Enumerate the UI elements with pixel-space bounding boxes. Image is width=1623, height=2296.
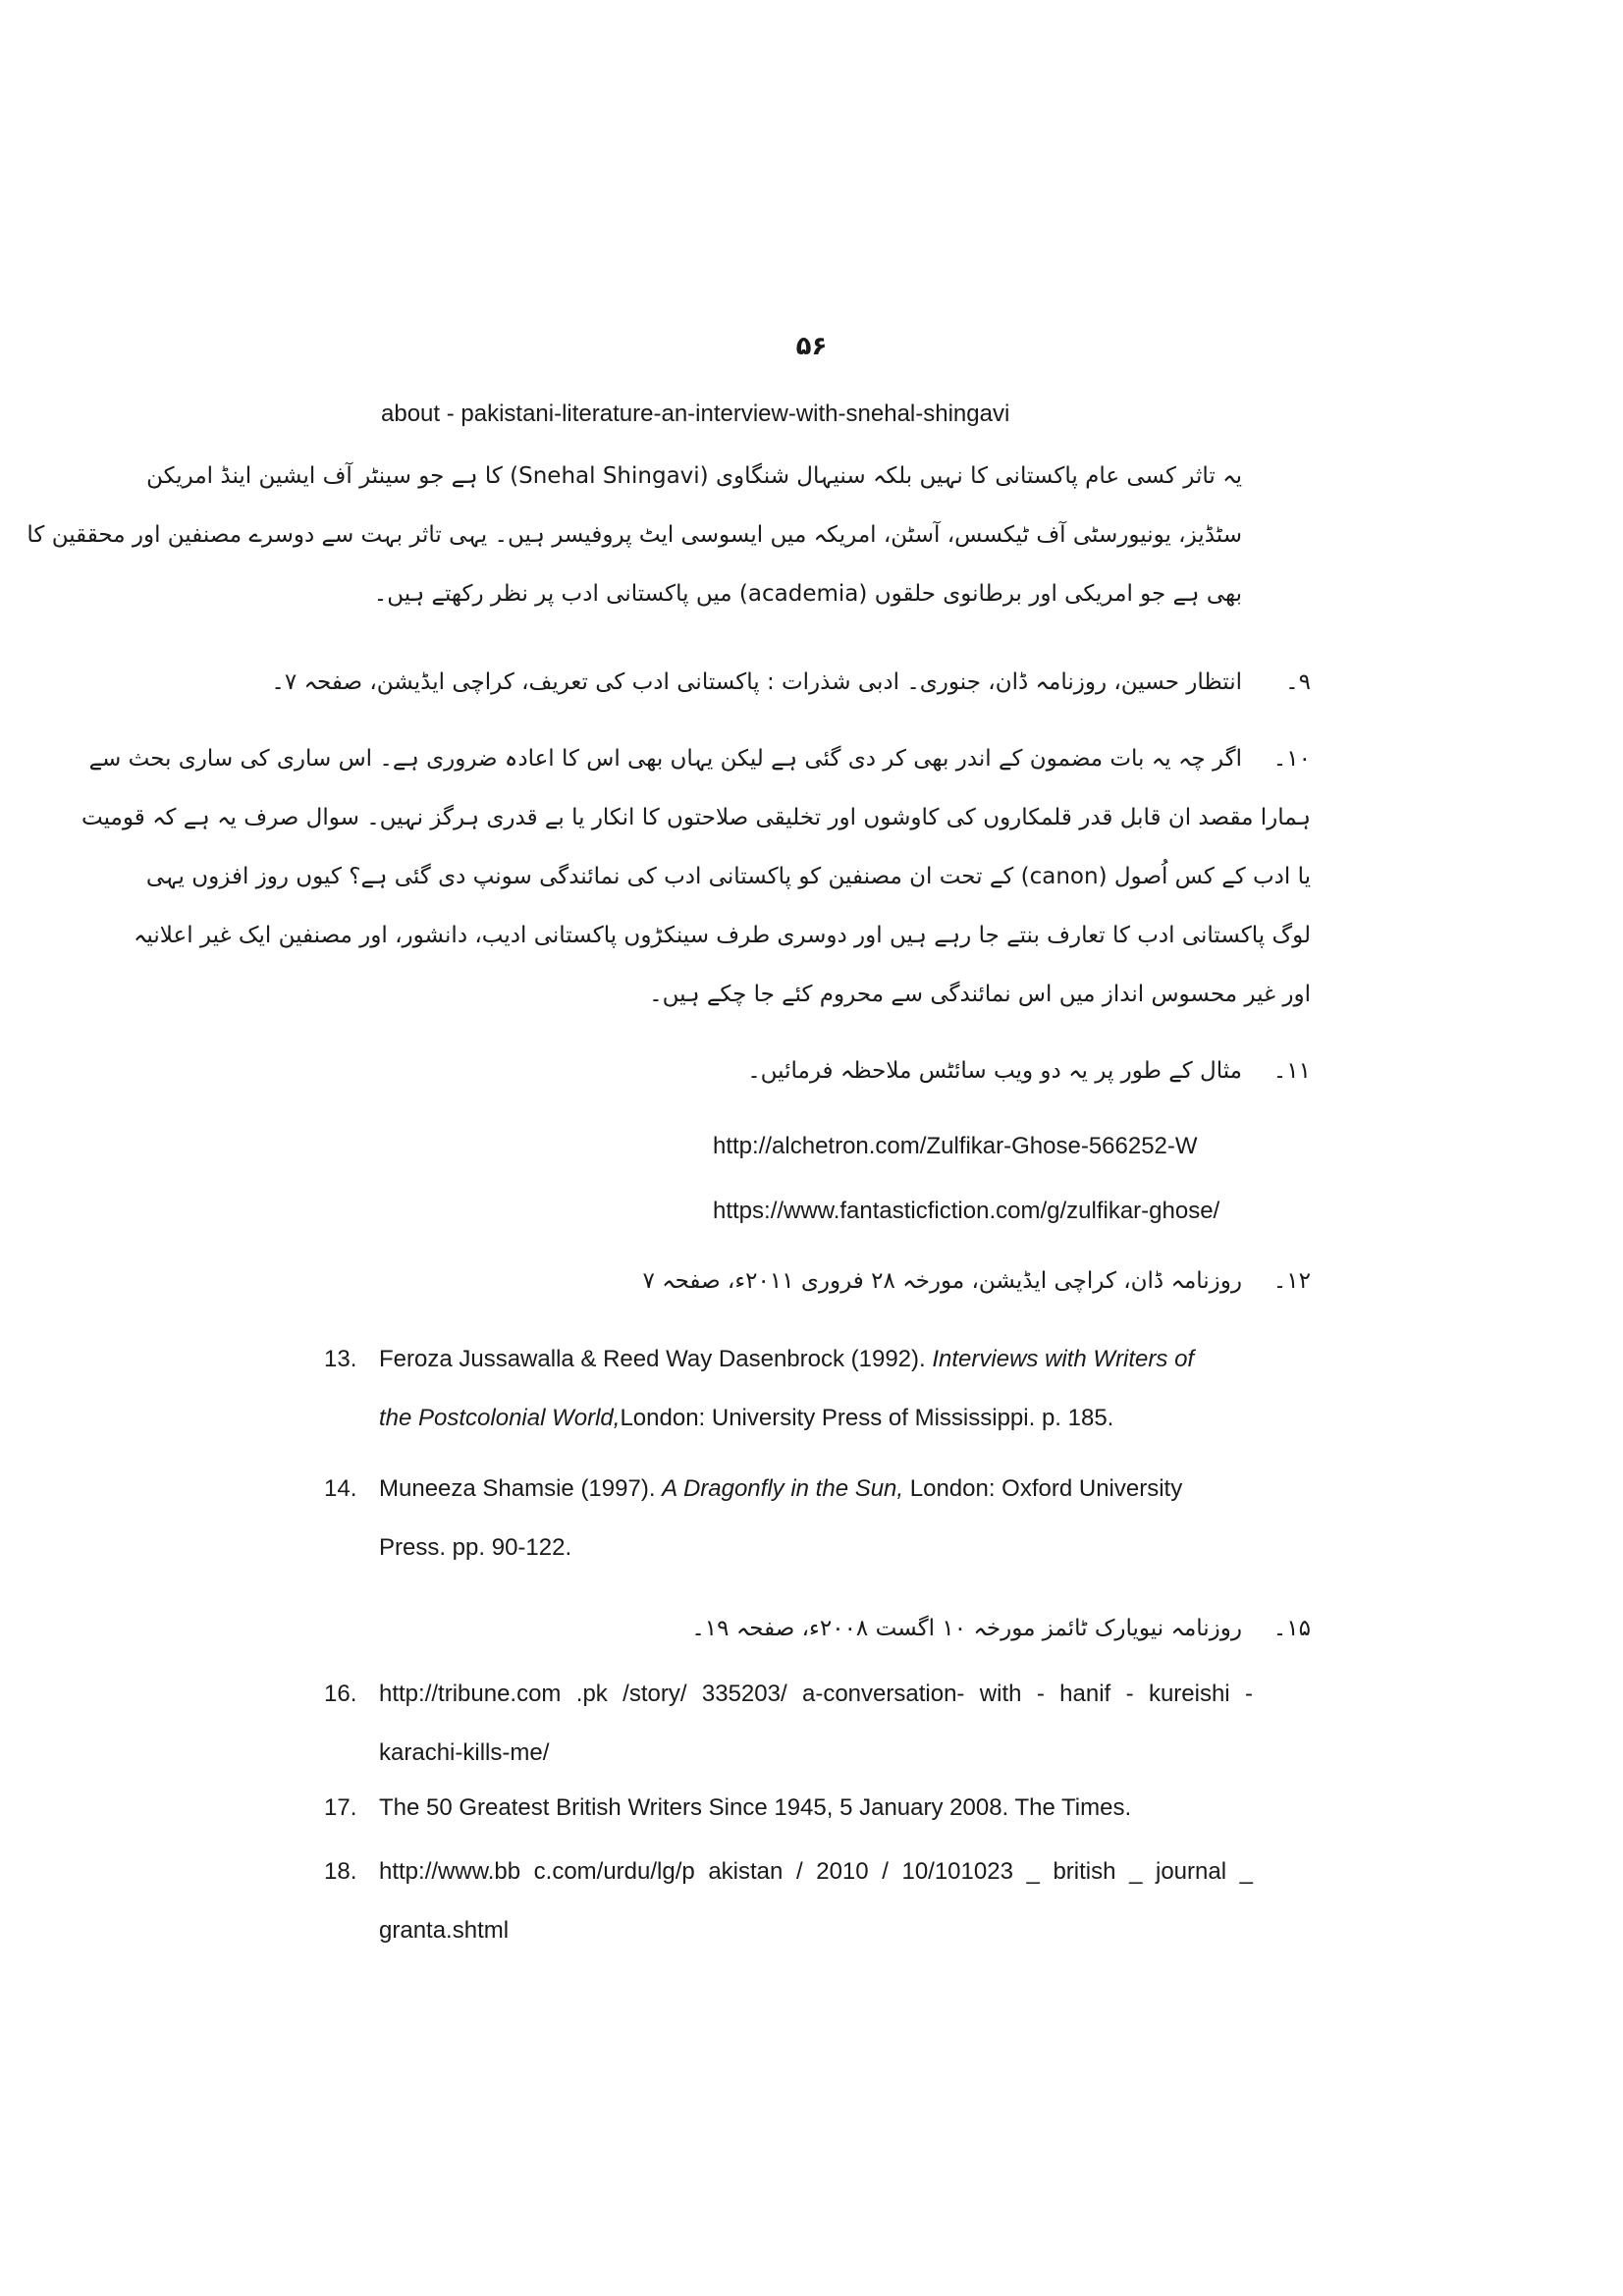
footnote-line-3: یا ادب کے کس اُصول (canon) کے تحت ان مصنفین کو پاکستانی ادب کی نمائندگی سونپ دی گئی ہے؟ کیوں روز افزوں یہی bbox=[145, 864, 1311, 889]
footnote-pages: Press. pp. 90-122. bbox=[379, 1534, 572, 1561]
intro-line-2: سٹڈیز، یونیورسٹی آف ٹیکسس، آسٹن، امریکہ میں ایسوسی ایٹ پروفیسر ہیں۔ یہی تاثر بہت سے دوسرے مصنفین اور محققین کا bbox=[27, 522, 1242, 548]
footnote-number: ۱۱۔ bbox=[1272, 1058, 1311, 1084]
footnote-body bbox=[379, 1460, 1253, 1577]
footnote-number: ۱۵۔ bbox=[1272, 1616, 1311, 1641]
footnote-title-part-1: Interviews with Writers of bbox=[932, 1346, 1195, 1372]
page-number: ۵۶ bbox=[795, 332, 828, 361]
footnote-title-part-2: the Postcolonial World, bbox=[379, 1405, 621, 1431]
footnote-number: 14. bbox=[324, 1475, 357, 1502]
footnote-body bbox=[379, 1842, 1253, 1960]
footnote-url-line-1: http://tribune.com .pk /story/ 335203/ a-conversation- with - hanif - kureishi - bbox=[379, 1681, 1253, 1707]
intro-line-1: یہ تاثر کسی عام پاکستانی کا نہیں بلکہ سنیہال شنگاوی (Snehal Shingavi) کا ہے جو سینٹر آف ایشین اینڈ امریکن bbox=[146, 463, 1242, 489]
footnote-line-5: اور غیر محسوس انداز میں اس نمائندگی سے محروم کئے جا چکے ہیں۔ bbox=[649, 982, 1311, 1007]
footnote-number: ۹۔ bbox=[1285, 669, 1311, 695]
footnote-number: 17. bbox=[324, 1794, 357, 1821]
footnote-url-line-2: granta.shtml bbox=[379, 1917, 510, 1944]
footnote-line-2: ہمارا مقصد ان قابل قدر قلمکاروں کی کاوشوں اور تخلیقی صلاحتوں کا انکار یا بے قدری ہرگز نہیں۔ سوال صرف یہ ہے کہ قومیت bbox=[81, 805, 1311, 830]
footnote-body: The 50 Greatest British Writers Since 1945, 5 January 2008. The Times. bbox=[379, 1794, 1132, 1821]
top-url: about - pakistani-literature-an-interview-with-snehal-shingavi bbox=[381, 400, 1010, 427]
footnote-publisher: London: Oxford University bbox=[903, 1475, 1183, 1502]
footnote-url-2: https://www.fantasticfiction.com/g/zulfikar-ghose/ bbox=[713, 1198, 1220, 1224]
footnote-text: مثال کے طور پر یہ دو ویب سائٹس ملاحظہ فرمائیں۔ bbox=[747, 1058, 1242, 1084]
footnote-line-4: لوگ پاکستانی ادب کا تعارف بنتے جا رہے ہیں اور دوسری طرف سینکڑوں پاکستانی ادیب، دانشور، اور مصنفین ایک غیر اعلانیہ bbox=[133, 923, 1311, 948]
footnote-line-1: اگر چہ یہ بات مضمون کے اندر بھی کر دی گئی ہے لیکن یہاں بھی اس کا اعادہ ضروری ہے۔ اس ساری کی ساری بحث سے bbox=[88, 746, 1242, 772]
footnote-body bbox=[379, 1330, 1253, 1448]
footnote-url-line-2: karachi-kills-me/ bbox=[379, 1739, 550, 1766]
footnote-author: Muneeza Shamsie (1997). bbox=[379, 1475, 663, 1502]
intro-line-3: بھی ہے جو امریکی اور برطانوی حلقوں (academia) میں پاکستانی ادب پر نظر رکھتے ہیں۔ bbox=[373, 581, 1242, 607]
footnote-number: ۱۲۔ bbox=[1272, 1268, 1311, 1294]
footnote-authors: Feroza Jussawalla & Reed Way Dasenbrock (1992). bbox=[379, 1346, 933, 1372]
footnote-number: ۱۰۔ bbox=[1272, 746, 1311, 772]
footnote-body bbox=[379, 1665, 1253, 1783]
footnote-text: انتظار حسین، روزنامہ ڈان، جنوری۔ ادبی شذرات : پاکستانی ادب کی تعریف، کراچی ایڈیشن، صفحہ ۷۔ bbox=[271, 669, 1242, 695]
footnote-url-line-1: http://www.bb c.com/urdu/lg/p akistan / 2010 / 10/101023 _ british _ journal _ bbox=[379, 1858, 1253, 1885]
footnote-publisher: London: University Press of Mississippi. p. 185. bbox=[620, 1405, 1114, 1431]
footnote-number: 13. bbox=[324, 1346, 357, 1372]
footnote-text: روزنامہ ڈان، کراچی ایڈیشن، مورخہ ۲۸ فروری ۲۰۱۱ء، صفحہ ۷ bbox=[642, 1268, 1242, 1294]
footnote-text: روزنامہ نیویارک ٹائمز مورخہ ۱۰ اگست ۲۰۰۸ء، صفحہ ۱۹۔ bbox=[691, 1616, 1242, 1641]
footnote-number: 16. bbox=[324, 1681, 357, 1707]
footnote-url-1: http://alchetron.com/Zulfikar-Ghose-566252-W bbox=[713, 1133, 1198, 1159]
footnote-number: 18. bbox=[324, 1858, 357, 1885]
footnote-title: A Dragonfly in the Sun, bbox=[662, 1475, 904, 1502]
